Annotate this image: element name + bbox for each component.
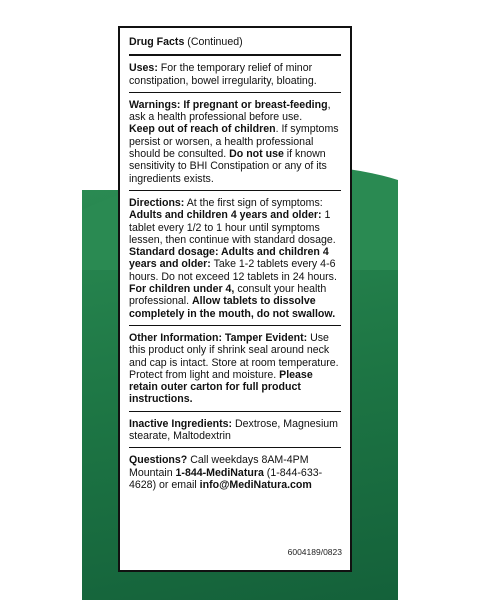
other-retain: Please retain outer carton for full product instructions. (129, 368, 313, 406)
uses-label: Uses: (129, 62, 158, 75)
warnings-label: Warnings: (129, 98, 181, 111)
directions-under4: For children under 4, (129, 283, 235, 296)
other-label: Other Information: Tamper Evident: (129, 331, 308, 344)
questions-text: Call weekdays 8AM-4PM Mountain (129, 454, 309, 479)
other-information-section (129, 329, 341, 412)
inactive-label: Inactive Ingredients: (129, 417, 233, 430)
directions-adults-text: 1 tablet every 1/2 to 1 hour until symptoms lessen, then continue with standard dosage. (129, 209, 336, 246)
directions-under4-text: consult your health professional. (129, 283, 327, 308)
directions-adults: Adults and children 4 years and older: (129, 209, 322, 222)
warnings-do-not-use: Do not use (229, 148, 284, 161)
other-text: Use this product only if shrink seal around neck and cap is intact. Store at room temperature. Protect from light and moisture. (129, 331, 339, 381)
product-code: 6004189/0823 (287, 546, 342, 557)
warnings-section (129, 96, 341, 191)
uses-text: For the temporary relief of minor constipation, bowel irregularity, bloating. (129, 62, 317, 87)
inactive-text: Dextrose, Magnesium stearate, Maltodextrin (129, 417, 339, 443)
warnings-reach: Keep out of reach of children (129, 123, 276, 136)
directions-label: Directions: (129, 196, 185, 209)
drug-facts-title: Drug Facts (129, 36, 185, 48)
questions-phone-text: (1-844-633-4628) or email (129, 466, 323, 491)
inactive-ingredients-section (129, 415, 341, 449)
questions-email: info@MediNatura.com (199, 478, 312, 491)
directions-intro: At the first sign of symptoms: (184, 196, 323, 209)
directions-dissolve: Allow tablets to dissolve completely in the mouth, do not swallow. (129, 295, 336, 320)
directions-section (129, 194, 341, 326)
questions-phone: 1-844-MediNatura (175, 466, 264, 479)
drug-facts-header (129, 34, 341, 56)
directions-standard-text: Take 1-2 tablets every 4-6 hours. Do not exceed 12 tablets in 24 hours. (129, 258, 337, 283)
warnings-do-not-use-text: if known sensitivity to BHI Constipation or any of its ingredients exists. (129, 148, 327, 185)
directions-standard: Standard dosage: Adults and children 4 years and older: (129, 246, 329, 271)
warnings-pregnant: If pregnant or breast-feeding (180, 98, 328, 111)
uses-section (129, 59, 341, 93)
warnings-pregnant-text: , ask a health professional before use. (129, 98, 331, 124)
warnings-reach-text: . If symptoms persist or worsen, a health professional should be consulted. (129, 123, 339, 161)
questions-section (129, 451, 341, 496)
drug-facts-subtitle: (Continued) (184, 36, 243, 48)
questions-label: Questions? (129, 454, 188, 467)
drug-facts-panel (118, 26, 352, 572)
